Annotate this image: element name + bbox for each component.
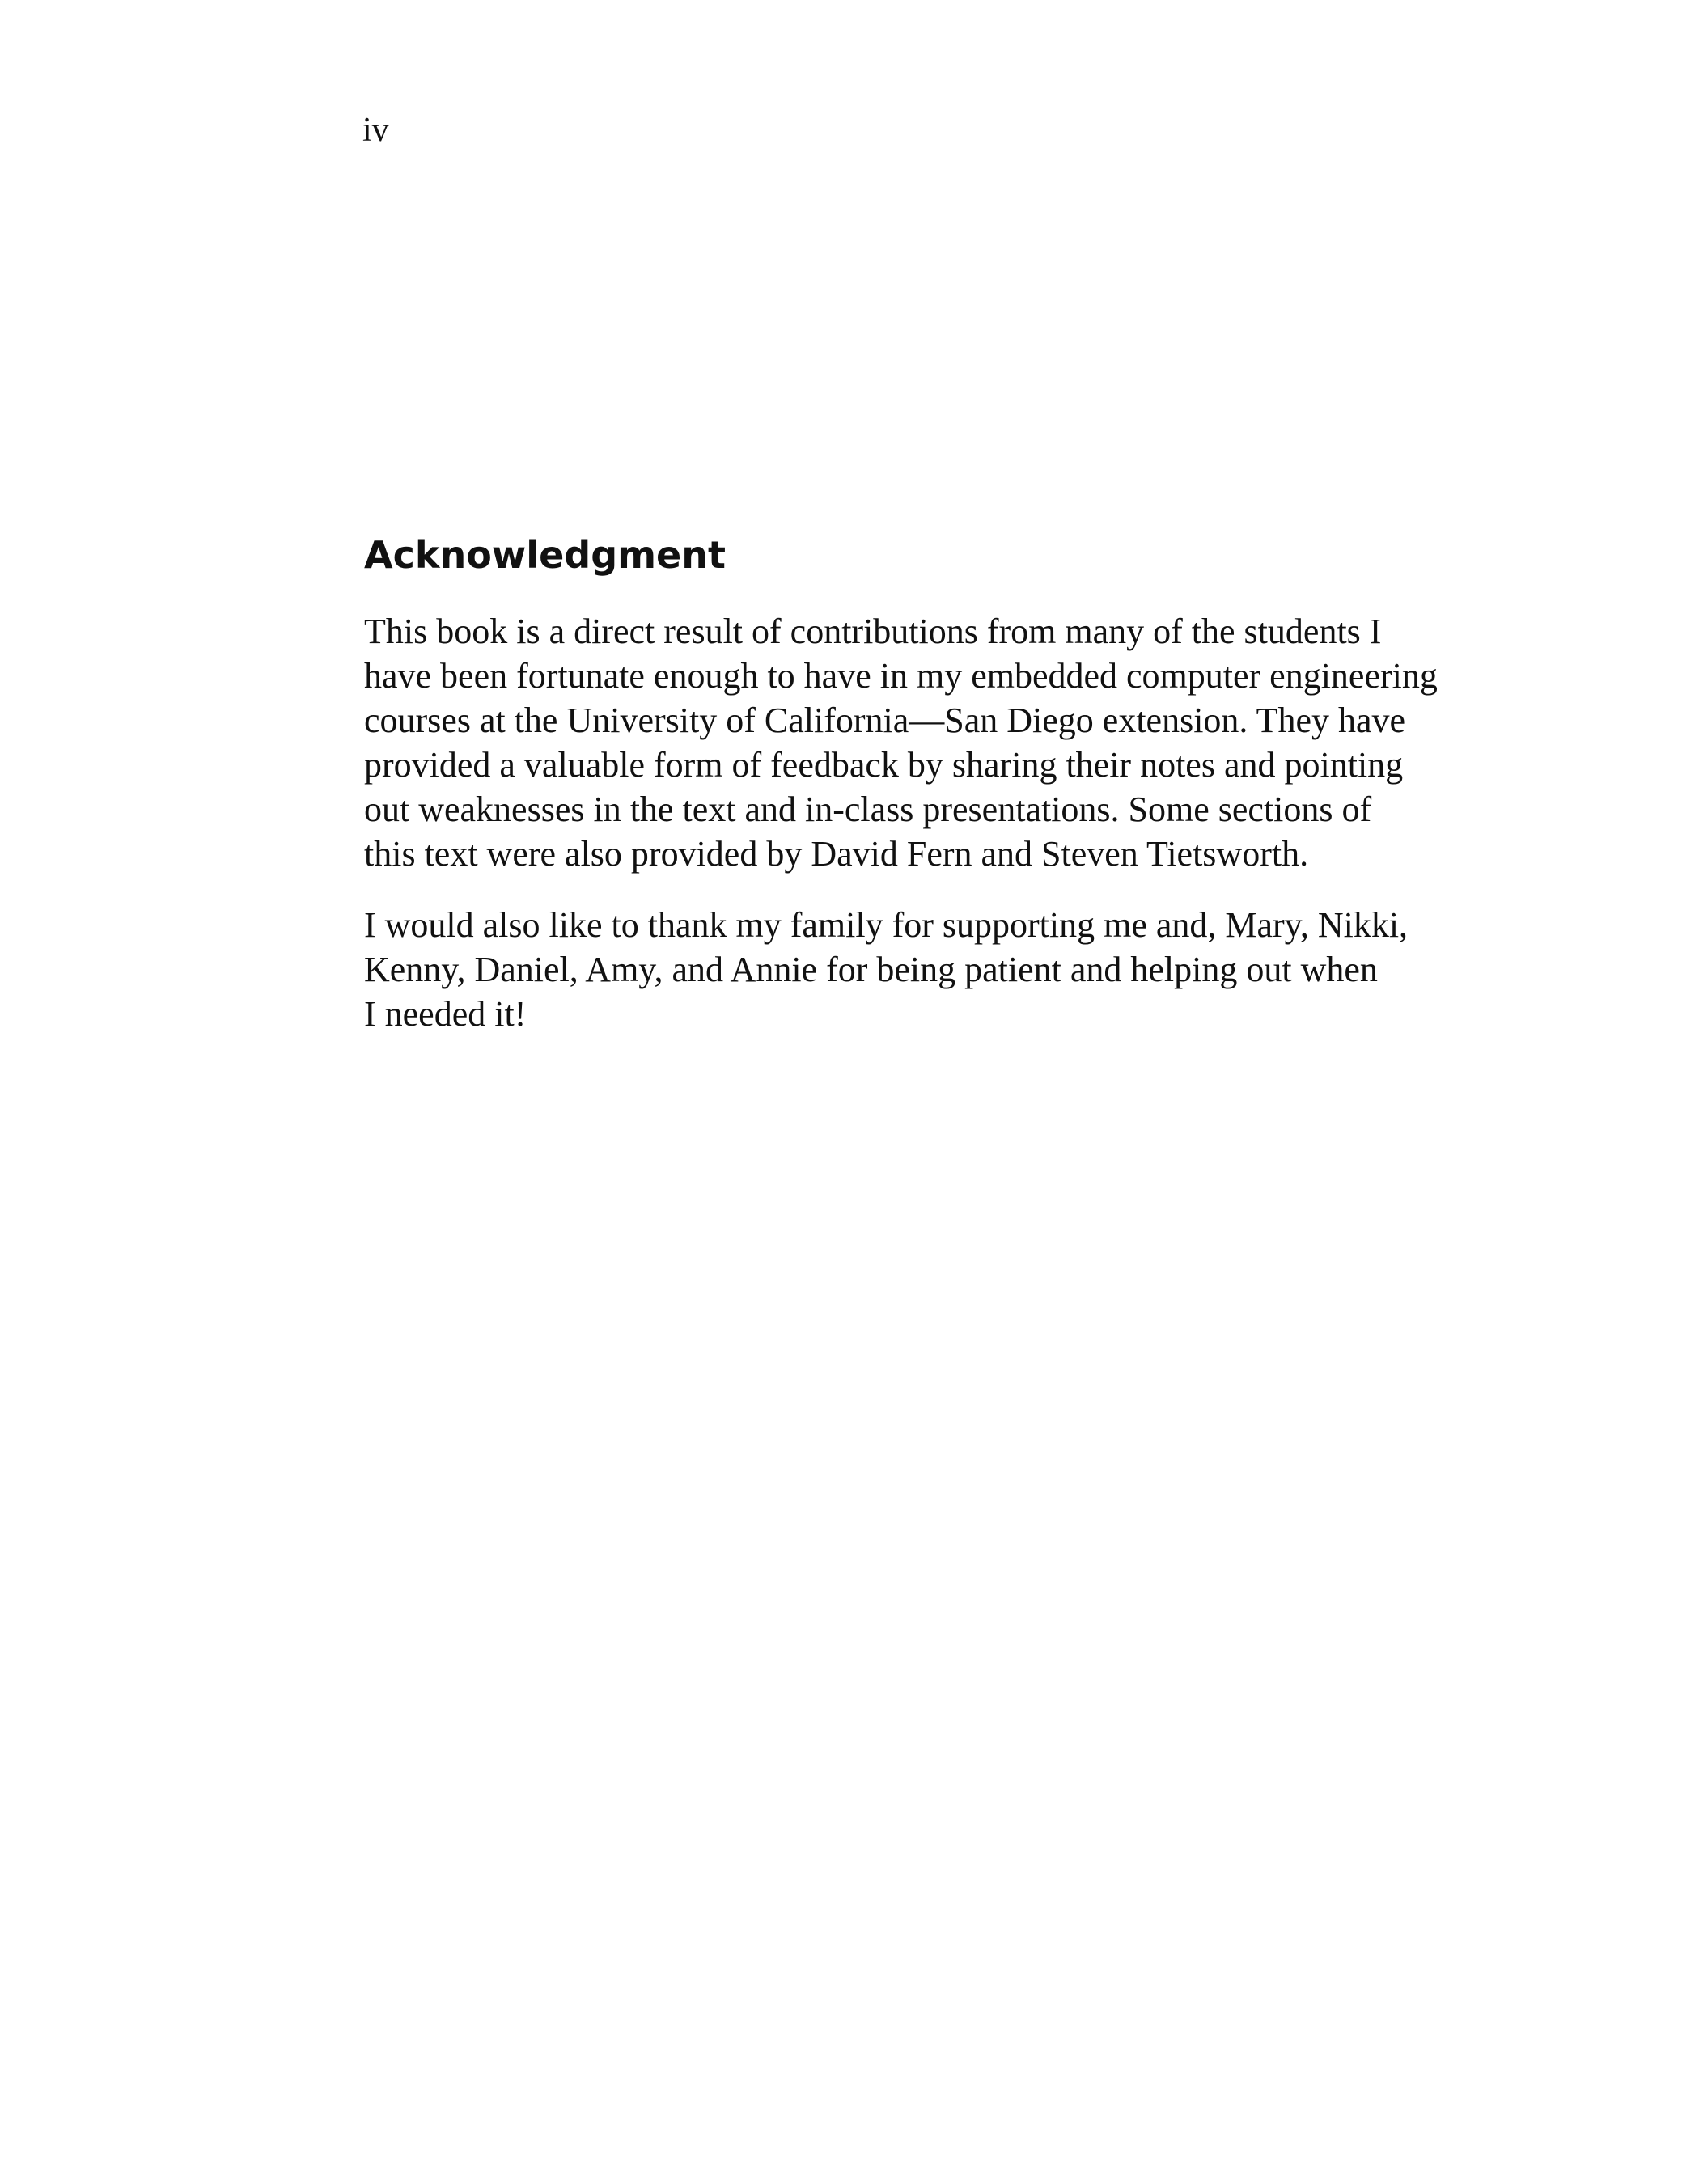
text-line: I would also like to thank my family for supporting me and, Mary, Nikki, xyxy=(364,904,1409,945)
acknowledgment-section xyxy=(364,534,1537,1063)
text-line: courses at the University of California—San Diego extension. They have xyxy=(364,700,1406,740)
text-line: This book is a direct result of contributions from many of the students I xyxy=(364,611,1382,651)
paragraph-family xyxy=(364,903,1537,1036)
paragraph-contributions xyxy=(364,609,1537,876)
text-line: I needed it! xyxy=(364,993,527,1034)
text-line: have been fortunate enough to have in my embedded computer engineering xyxy=(364,655,1438,696)
section-heading: Acknowledgment xyxy=(364,533,726,577)
text-line: Kenny, Daniel, Amy, and Annie for being patient and helping out when xyxy=(364,949,1378,989)
text-line: out weaknesses in the text and in-class presentations. Some sections of xyxy=(364,789,1372,829)
text-line: provided a valuable form of feedback by sharing their notes and pointing xyxy=(364,744,1404,785)
page-number: iv xyxy=(362,112,389,149)
text-line: this text were also provided by David Fern and Steven Tietsworth. xyxy=(364,833,1309,874)
